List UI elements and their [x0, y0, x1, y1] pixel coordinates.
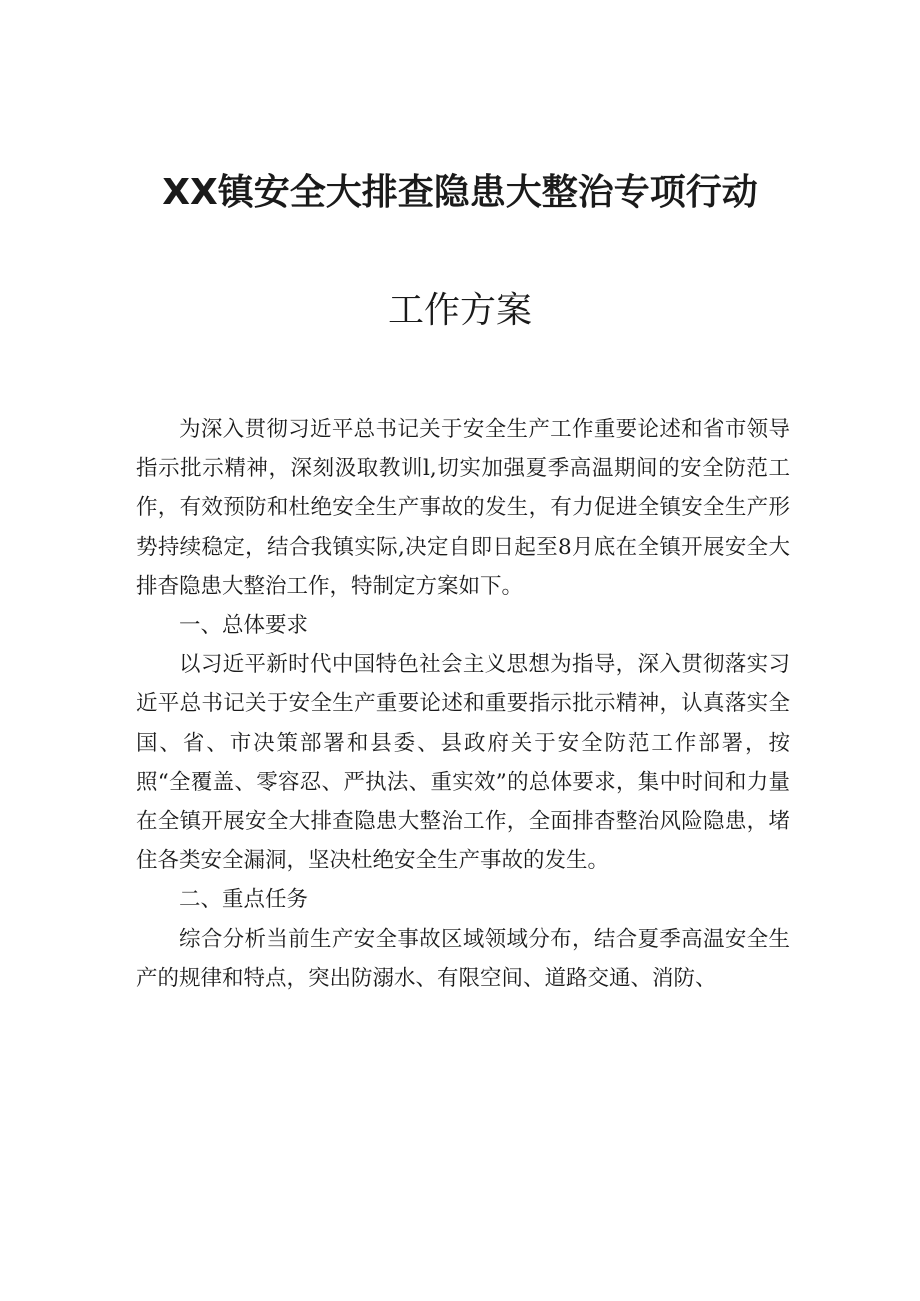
- paragraph-general-requirements: 以习近平新时代中国特色社会主义思想为指导，深入贯彻落实习近平总书记关于安全生产重要论述和重要指示批示精神，认真落实全国、省、市决策部署和县委、县政府关于安全防范工作部署，按照“全覆盖、零容忍、严执法、重实效”的总体要求，集中时间和力量在全镇开展安全大排查隐患大整治工作，全面排杳整治风险隐患，堵住各类安全漏洞，坚决杜绝安全生产事故的发生。: [136, 652, 790, 874]
- paragraph-intro: 为深入贯彻习近平总书记关于安全生产工作重要论述和省市领导指示批示精神，深刻汲取教训l,切实加强夏季高温期间的安全防范工作，有效预防和杜绝安全生产事故的发生，有力促进全镇安全生产形势持续稳定，结合我镇实际,决定自即日起至8月底在全镇开展安全大排杳隐患大整治工作，特制定方案如下。: [136, 417, 790, 599]
- document-body: [136, 410, 790, 998]
- section-heading-key-tasks: 二、重点任务: [179, 887, 309, 913]
- section-heading-general-requirements: 一、总体要求: [179, 613, 309, 639]
- document-title-line2: 工作方案: [387, 290, 532, 331]
- document-title-line1: XX镇安全大排查隐患大整治专项行动: [162, 172, 758, 213]
- paragraph-key-tasks: 综合分析当前生产安全事故区域领域分布，结合夏季高温安全生产的规律和特点，突出防溺水、有限空间、道路交通、消防、: [136, 926, 790, 991]
